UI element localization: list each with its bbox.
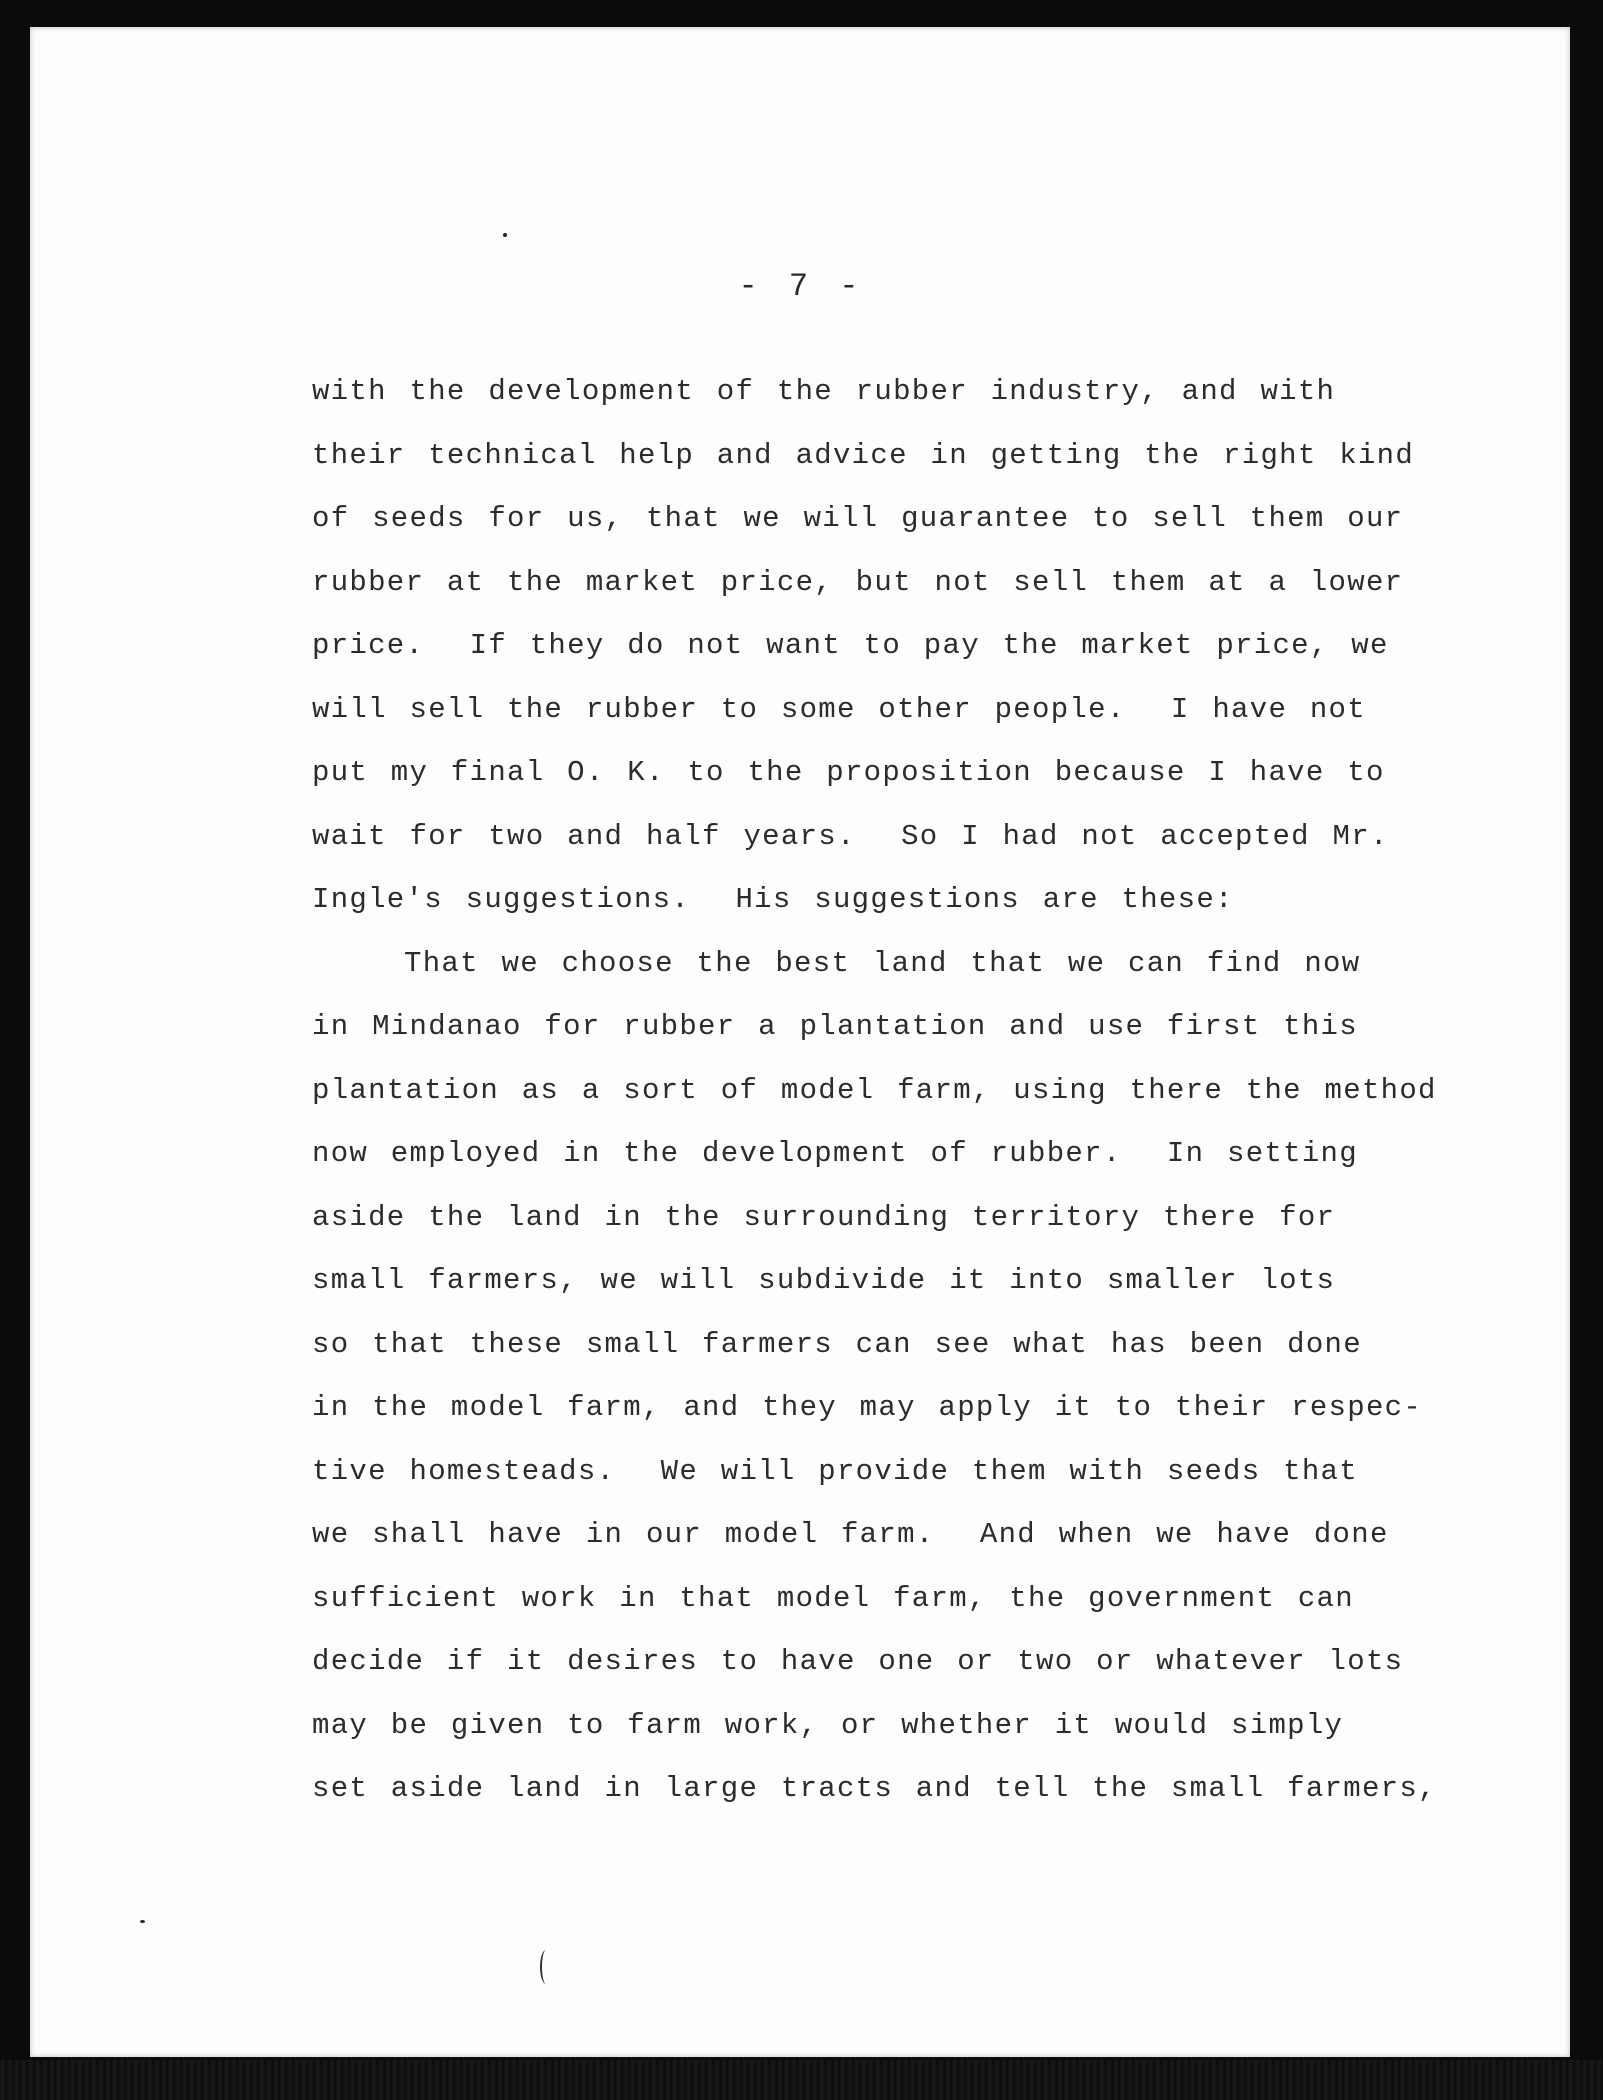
text-line: small farmers, we will subdivide it into smaller lots xyxy=(312,1264,1336,1297)
text-line: may be given to farm work, or whether it would simply xyxy=(312,1708,1344,1742)
text-line: their technical help and advice in getting the right kind xyxy=(312,438,1415,472)
scan-speck xyxy=(140,1920,145,1923)
text-line: rubber at the market price, but not sell them at a lower xyxy=(312,565,1404,599)
page-number: - 7 - xyxy=(738,268,865,305)
scan-speck xyxy=(503,233,507,237)
document-body xyxy=(312,360,1472,1821)
text-line: in Mindanao for rubber a plantation and use first this xyxy=(312,1010,1358,1043)
text-line: with the development of the rubber industry, and with xyxy=(312,375,1336,408)
text-line: Ingle's suggestions. His suggestions are these: xyxy=(312,883,1234,916)
text-line: of seeds for us, that we will guarantee to sell them our xyxy=(312,502,1404,535)
text-line: so that these small farmers can see what has been done xyxy=(312,1327,1362,1361)
scan-edge xyxy=(0,2060,1603,2100)
text-line: will sell the rubber to some other people. I have not xyxy=(312,692,1366,726)
text-line: wait for two and half years. So I had not accepted Mr. xyxy=(312,819,1389,853)
text-line: sufficient work in that model farm, the government can xyxy=(312,1581,1354,1615)
text-line: in the model farm, and they may apply it to their respec- xyxy=(312,1391,1423,1424)
text-line: now employed in the development of rubber. In setting xyxy=(312,1137,1358,1170)
text-line: That we choose the best land that we can find now xyxy=(404,946,1361,980)
text-line: we shall have in our model farm. And when we have done xyxy=(312,1518,1389,1551)
text-line: aside the land in the surrounding territory there for xyxy=(312,1200,1336,1234)
text-line: price. If they do not want to pay the market price, we xyxy=(312,629,1389,662)
text-line: put my final O. K. to the proposition because I have to xyxy=(312,756,1385,789)
pencil-mark xyxy=(540,1950,552,1984)
text-line: plantation as a sort of model farm, using there the method xyxy=(312,1073,1437,1107)
text-line: decide if it desires to have one or two or whatever lots xyxy=(312,1645,1404,1678)
text-line: tive homesteads. We will provide them with seeds that xyxy=(312,1454,1358,1488)
text-line: set aside land in large tracts and tell the small farmers, xyxy=(312,1772,1437,1805)
